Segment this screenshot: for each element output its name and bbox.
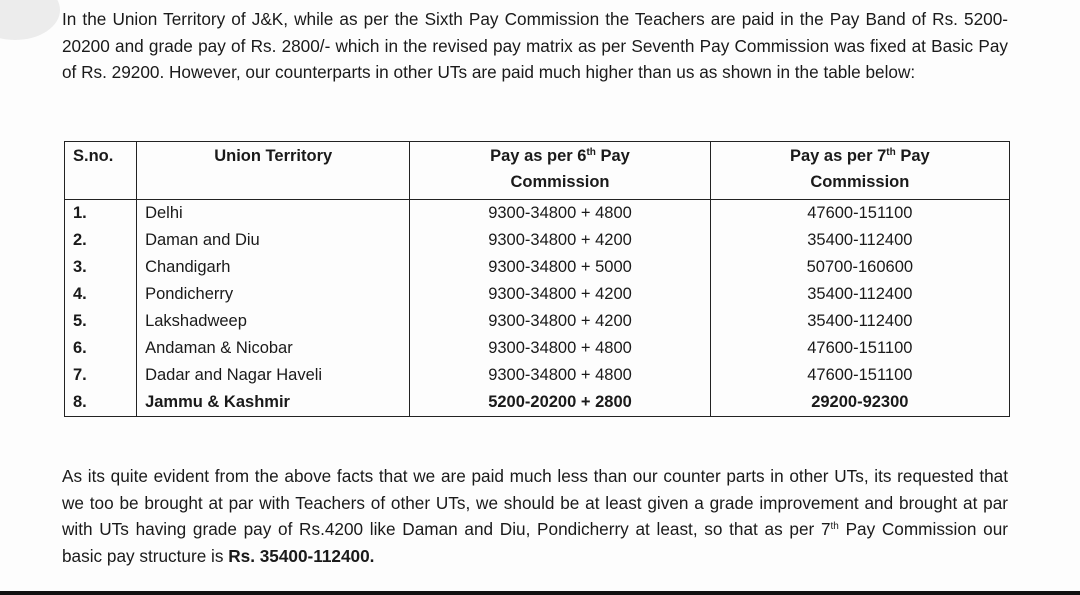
cell-territory: Daman and Diu (137, 227, 410, 254)
cell-seventh-pay: 47600-151100 (710, 200, 1009, 228)
intro-text: Union Territory of J&K, while as per the Sixth Pay Commission the Teachers are paid in the Pay Band of Rs. 5200-20200 and grade pay of Rs. 2800/- which in the revised pay matrix as per Seventh Pay Commission was fixed at Basic Pay of Rs. 29200. However, our counterparts in other UTs are paid much higher than us as shown in the table below: (62, 9, 1009, 82)
header-seventh-commission: Commission (810, 173, 910, 191)
table-row (65, 281, 1010, 308)
cell-territory: Andaman & Nicobar (137, 335, 410, 362)
header-sixth-commission: Commission (510, 173, 610, 191)
cell-seventh-pay: 29200-92300 (710, 389, 1009, 417)
table-row (65, 254, 1010, 281)
cell-sno: 6. (65, 335, 137, 362)
header-seventh-sup: th (886, 147, 896, 158)
table-row (65, 308, 1010, 335)
table-row (65, 227, 1010, 254)
conclusion-text: As its quite evident from the above facts that we are paid much less than our counter parts in other UTs, its requested that we too be brought at par with Teachers of other UTs, we should be at least given a grade improvement and brought at par with UTs having grade pay of Rs.4200 like Daman and Diu, Pondicherry at least, so that as per 7 (62, 466, 1008, 539)
header-sixth-sup: th (586, 147, 596, 158)
cell-seventh-pay: 47600-151100 (710, 335, 1009, 362)
header-seventh-pay (710, 142, 1009, 200)
cell-sno: 2. (65, 227, 137, 254)
header-sixth-pay (410, 142, 710, 200)
conclusion-text-continued: Pay Commission our basic pay structure is (62, 519, 1008, 566)
intro-paragraph (62, 6, 1008, 86)
cell-territory: Dadar and Nagar Haveli (137, 362, 410, 389)
cell-territory: Delhi (137, 200, 410, 228)
cell-territory: Lakshadweep (137, 308, 410, 335)
cell-sixth-pay: 9300-34800 + 4800 (410, 362, 710, 389)
cell-seventh-pay: 35400-112400 (710, 281, 1009, 308)
conclusion-paragraph (62, 463, 1008, 569)
table-row (65, 335, 1010, 362)
cell-seventh-pay: 50700-160600 (710, 254, 1009, 281)
cell-sixth-pay: 9300-34800 + 4800 (410, 335, 710, 362)
header-sixth-text: Pay as per 6 (490, 147, 587, 165)
cell-sno: 1. (65, 200, 137, 228)
conclusion-pay-structure: Rs. 35400-112400. (228, 545, 375, 566)
table-row (65, 362, 1010, 389)
header-territory: Union Territory (137, 142, 410, 200)
cell-territory: Jammu & Kashmir (137, 389, 410, 417)
cell-seventh-pay: 35400-112400 (710, 308, 1009, 335)
bottom-divider (0, 591, 1080, 595)
cell-seventh-pay: 47600-151100 (710, 362, 1009, 389)
table-row (65, 200, 1010, 228)
cell-sixth-pay: 9300-34800 + 4200 (410, 308, 710, 335)
header-sno: S.no. (65, 142, 137, 200)
cell-territory: Pondicherry (137, 281, 410, 308)
cell-territory: Chandigarh (137, 254, 410, 281)
header-seventh-text: Pay as per 7 (789, 147, 887, 165)
cell-sixth-pay: 9300-34800 + 4800 (410, 200, 710, 228)
cell-sno: 3. (65, 254, 137, 281)
pay-comparison-table (64, 141, 1010, 417)
header-seventh-pay-word: Pay (895, 147, 930, 165)
table-row (65, 389, 1010, 417)
cell-sno: 7. (65, 362, 137, 389)
cell-sixth-pay: 9300-34800 + 4200 (410, 227, 710, 254)
table-header-row (65, 142, 1010, 200)
cell-seventh-pay: 35400-112400 (710, 227, 1009, 254)
cell-sno: 8. (65, 389, 137, 417)
cell-sixth-pay: 5200-20200 + 2800 (410, 389, 710, 417)
cell-sno: 5. (65, 308, 137, 335)
page-corner-shadow (0, 0, 60, 40)
cell-sixth-pay: 9300-34800 + 5000 (410, 254, 710, 281)
cell-sno: 4. (65, 281, 137, 308)
cell-sixth-pay: 9300-34800 + 4200 (410, 281, 710, 308)
conclusion-sup: th (830, 521, 839, 532)
intro-prefix: In the (62, 9, 113, 29)
header-sixth-pay-word: Pay (595, 147, 630, 165)
